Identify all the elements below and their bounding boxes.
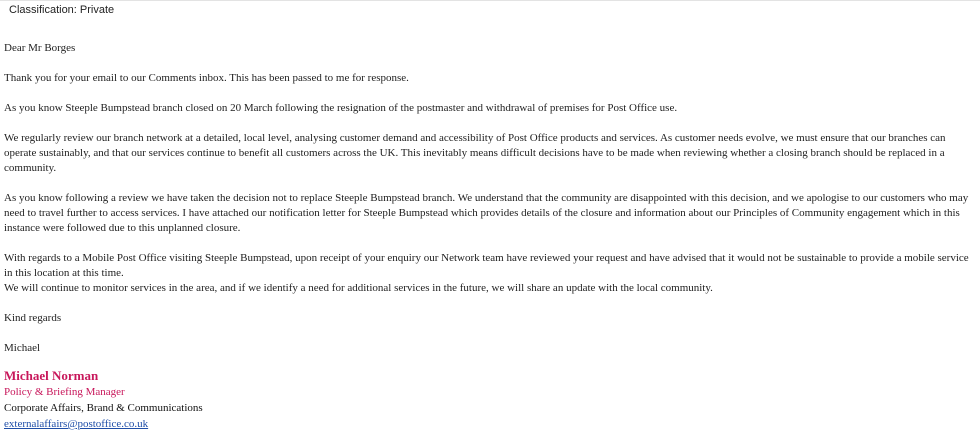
paragraph-network-review: We regularly review our branch network at a detailed, local level, analysing customer demand and accessibility of Post Office products and services. As customer needs evolve, we must ensure that our branches can operate sustainably, and that our services continue to benefit all customers across the UK. This inevitably means difficult decisions have to be made when reviewing whether a closing branch should be replaced in a community. xyxy=(4,132,946,174)
signature-department: Corporate Affairs, Brand & Communications xyxy=(4,402,203,414)
greeting: Dear Mr Borges xyxy=(4,42,76,54)
sender-first-name: Michael xyxy=(4,342,41,354)
paragraph-monitoring: We will continue to monitor services in the area, and if we identify a need for additional services in the future, we will share an update with the local community. xyxy=(4,282,713,294)
closing: Kind regards xyxy=(4,312,62,324)
signature-title: Policy & Briefing Manager xyxy=(4,386,125,398)
email-body xyxy=(4,41,970,432)
paragraph-thanks: Thank you for your email to our Comments inbox. This has been passed to me for response. xyxy=(4,72,409,84)
email-signature xyxy=(4,368,970,432)
signature-name: Michael Norman xyxy=(4,368,99,383)
classification-label: Classification: Private xyxy=(9,4,115,16)
signature-email-link[interactable]: externalaffairs@postoffice.co.uk xyxy=(4,418,149,430)
paragraph-decision: As you know following a review we have taken the decision not to replace Steeple Bumpstead branch. We understand that the community are disappointed with this decision, and we apologise to our customers who may need to travel further to access services. I have attached our notification letter for Steeple Bumpstead which provides details of the closure and information about our Principles of Community engagement which in this instance were followed due to this unplanned closure. xyxy=(4,192,969,234)
paragraph-mobile-post-office: With regards to a Mobile Post Office visiting Steeple Bumpstead, upon receipt of your enquiry our Network team have reviewed your request and have advised that it would not be sustainable to provide a mobile service in this location at this time. xyxy=(4,252,969,279)
paragraph-closure: As you know Steeple Bumpstead branch closed on 20 March following the resignation of the postmaster and withdrawal of premises for Post Office use. xyxy=(4,102,678,114)
